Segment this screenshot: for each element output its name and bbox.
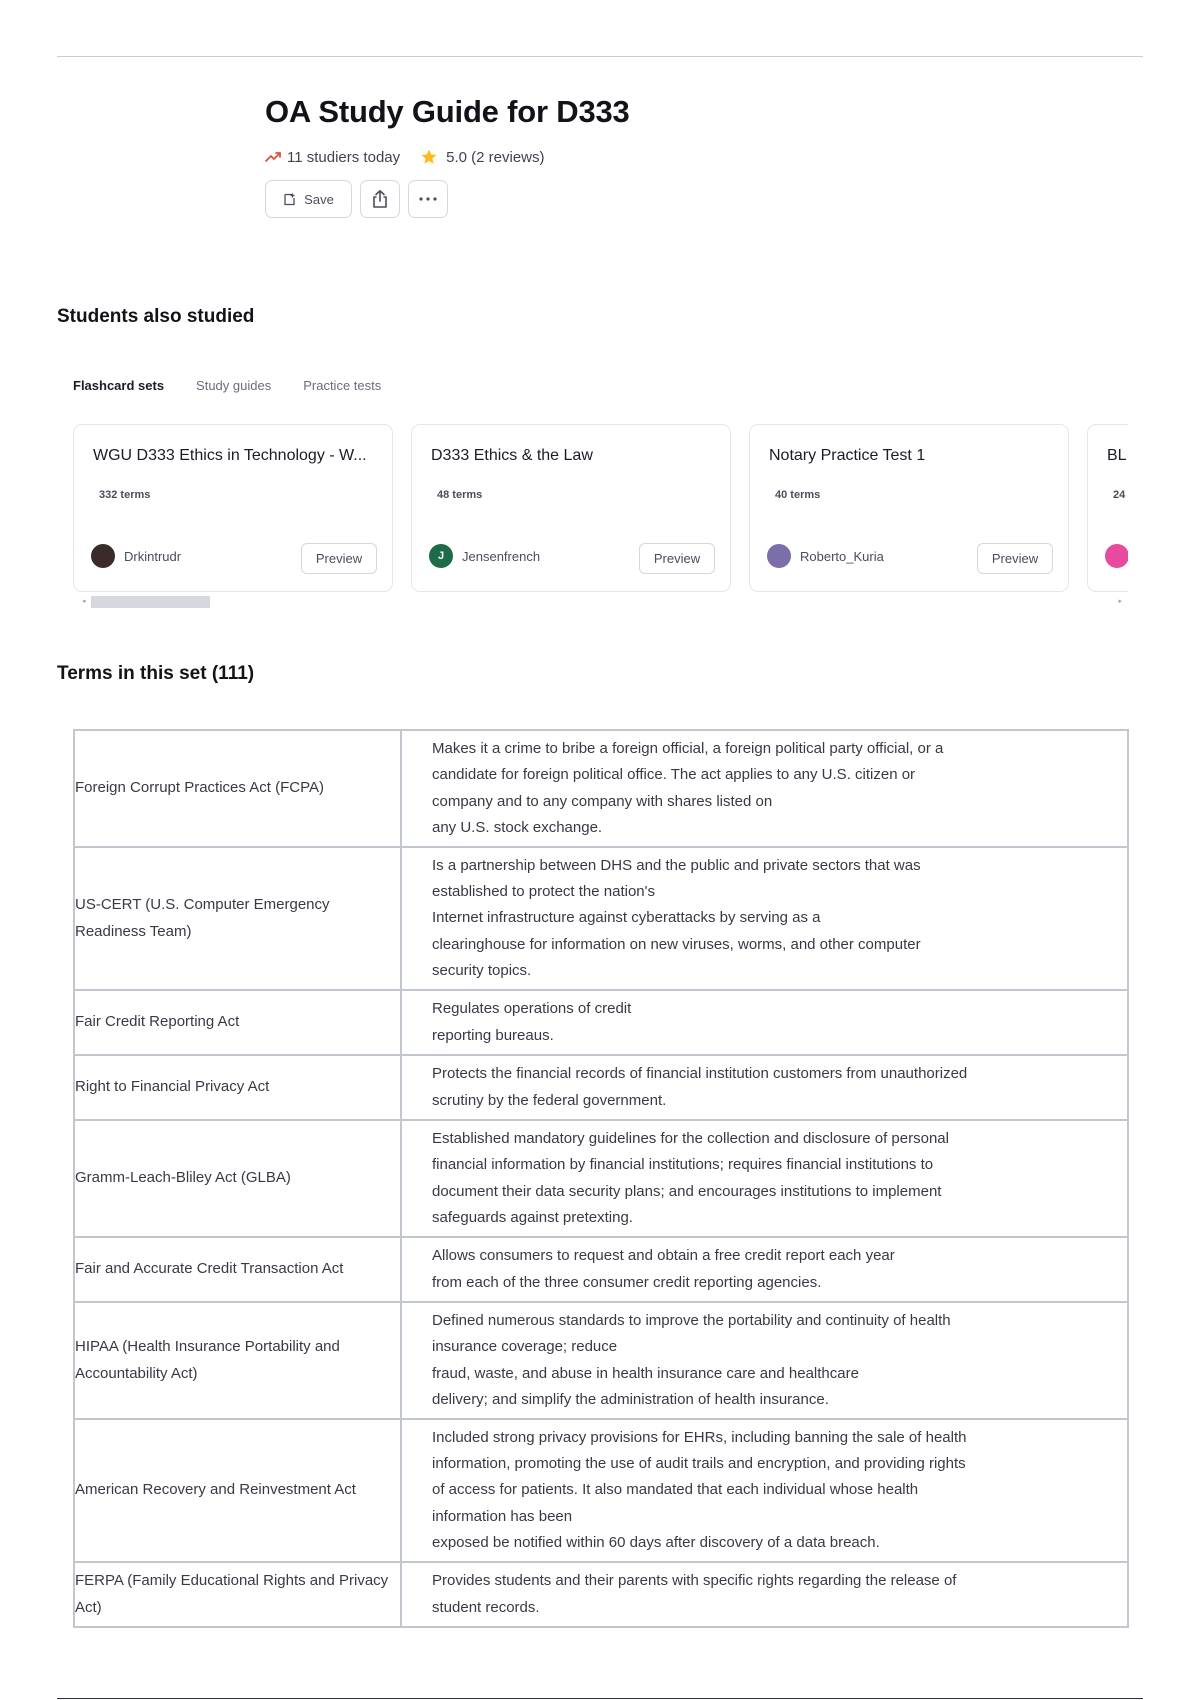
preview-button[interactable]: Preview — [977, 543, 1053, 574]
top-divider — [57, 56, 1143, 57]
term-row — [74, 847, 1128, 990]
definition-cell — [401, 1419, 1128, 1562]
definition-line: Protects the financial records of financial institution customers from unauthorized — [432, 1065, 968, 1083]
avatar: J — [429, 544, 453, 568]
definition-cell — [401, 1237, 1128, 1302]
more-horizontal-icon — [418, 196, 438, 202]
term-row — [74, 1562, 1128, 1627]
set-actions — [265, 180, 630, 218]
scroll-right-arrow-icon[interactable]: ▸ — [1118, 598, 1122, 605]
definition-line: exposed be notified within 60 days after discovery of a data breach. — [432, 1533, 880, 1551]
card-title[interactable]: WGU D333 Ethics in Technology - W... — [93, 447, 367, 464]
studiers-count: 11 studiers today — [287, 148, 401, 166]
term-cell: Right to Financial Privacy Act — [74, 1055, 401, 1120]
author-name: Jensenfrench — [462, 548, 541, 564]
star-icon — [420, 148, 438, 166]
carousel-scrollbar[interactable] — [82, 596, 1122, 608]
definition-line: information has been — [432, 1507, 573, 1525]
definition-cell — [401, 1562, 1128, 1627]
definition-line: from each of the three consumer credit reporting agencies. — [432, 1273, 822, 1291]
share-button[interactable] — [360, 180, 400, 218]
author-name: Drkintrudr — [124, 548, 182, 564]
definition-line: delivery; and simplify the administration of health insurance. — [432, 1390, 829, 1408]
save-icon — [283, 193, 296, 206]
definition-line: security topics. — [432, 961, 532, 979]
author-name: Roberto_Kuria — [800, 548, 884, 564]
avatar — [767, 544, 791, 568]
term-row — [74, 1302, 1128, 1419]
definition-cell — [401, 1055, 1128, 1120]
tab-flashcard-sets[interactable]: Flashcard sets — [73, 378, 165, 393]
avatar — [1105, 544, 1128, 568]
definition-line: fraud, waste, and abuse in health insurance care and healthcare — [432, 1364, 859, 1382]
term-row — [74, 1237, 1128, 1302]
also-studied-tabs — [73, 378, 381, 393]
card-author[interactable] — [767, 544, 884, 568]
terms-table — [73, 729, 1129, 1628]
card-title[interactable]: D333 Ethics & the Law — [431, 447, 593, 464]
flashcard-set-card[interactable] — [749, 424, 1069, 592]
card-term-count: 40 terms — [775, 489, 821, 501]
card-term-count: 24 — [1113, 489, 1126, 501]
definition-line: Included strong privacy provisions for EHRs, including banning the sale of health — [432, 1428, 967, 1446]
term-cell: Foreign Corrupt Practices Act (FCPA) — [74, 730, 401, 847]
card-author[interactable] — [1105, 544, 1128, 568]
rating-text[interactable]: 5.0 (2 reviews) — [446, 148, 545, 166]
definition-cell — [401, 990, 1128, 1055]
flashcard-set-card[interactable] — [411, 424, 731, 592]
flashcard-set-card[interactable] — [1087, 424, 1128, 592]
term-cell: Gramm-Leach-Bliley Act (GLBA) — [74, 1120, 401, 1237]
definition-line: financial information by financial institutions; requires financial institutions to — [432, 1156, 934, 1174]
definition-line: any U.S. stock exchange. — [432, 818, 603, 836]
avatar — [91, 544, 115, 568]
also-studied-heading: Students also studied — [57, 306, 255, 327]
card-author[interactable] — [91, 544, 181, 568]
also-studied-carousel — [73, 424, 1128, 596]
definition-line: clearinghouse for information on new viruses, worms, and other computer — [432, 935, 921, 953]
definition-line: of access for patients. It also mandated that each individual whose health — [432, 1481, 919, 1499]
term-row — [74, 1055, 1128, 1120]
term-row — [74, 730, 1128, 847]
definition-line: scrutiny by the federal government. — [432, 1091, 667, 1109]
card-title[interactable]: Notary Practice Test 1 — [769, 447, 926, 464]
save-label: Save — [304, 191, 334, 207]
definition-line: Defined numerous standards to improve the portability and continuity of health — [432, 1311, 951, 1329]
card-title[interactable]: BL — [1107, 447, 1127, 464]
term-cell: American Recovery and Reinvestment Act — [74, 1419, 401, 1562]
save-button[interactable] — [265, 180, 352, 218]
terms-table-body — [74, 730, 1128, 1627]
term-cell: HIPAA (Health Insurance Portability and Accountability Act) — [74, 1302, 401, 1419]
bottom-divider — [57, 1698, 1143, 1699]
definition-cell — [401, 730, 1128, 847]
term-cell: Fair Credit Reporting Act — [74, 990, 401, 1055]
definition-cell — [401, 1302, 1128, 1419]
definition-cell — [401, 1120, 1128, 1237]
term-row — [74, 990, 1128, 1055]
flashcard-set-card[interactable] — [73, 424, 393, 592]
term-cell: Fair and Accurate Credit Transaction Act — [74, 1237, 401, 1302]
card-term-count: 48 terms — [437, 489, 483, 501]
definition-line: student records. — [432, 1598, 540, 1616]
card-author[interactable] — [429, 544, 540, 568]
definition-line: reporting bureaus. — [432, 1026, 554, 1044]
definition-line: company and to any company with shares listed on — [432, 792, 773, 810]
preview-button[interactable]: Preview — [301, 543, 377, 574]
definition-line: document their data security plans; and encourages institutions to implement — [432, 1182, 942, 1200]
set-meta — [265, 148, 630, 166]
trending-up-icon — [265, 151, 281, 163]
share-icon — [370, 189, 390, 209]
definition-line: Provides students and their parents with specific rights regarding the release of — [432, 1572, 957, 1590]
definition-line: candidate for foreign political office. The act applies to any U.S. citizen or — [432, 766, 916, 784]
terms-heading: Terms in this set (111) — [57, 663, 255, 684]
preview-button[interactable]: Preview — [639, 543, 715, 574]
term-row — [74, 1419, 1128, 1562]
term-row — [74, 1120, 1128, 1237]
scrollbar-thumb[interactable] — [91, 596, 210, 608]
definition-line: information, promoting the use of audit trails and encryption, and providing rights — [432, 1455, 966, 1473]
definition-cell — [401, 847, 1128, 990]
tab-practice-tests[interactable]: Practice tests — [303, 378, 382, 393]
set-header — [265, 94, 630, 218]
definition-line: Established mandatory guidelines for the collection and disclosure of personal — [432, 1129, 949, 1147]
definition-line: Regulates operations of credit — [432, 1000, 632, 1018]
definition-line: insurance coverage; reduce — [432, 1338, 618, 1356]
definition-line: Allows consumers to request and obtain a free credit report each year — [432, 1247, 895, 1265]
tab-study-guides[interactable]: Study guides — [196, 378, 272, 393]
definition-line: safeguards against pretexting. — [432, 1208, 633, 1226]
definition-line: Makes it a crime to bribe a foreign official, a foreign political party official, or a — [432, 739, 944, 757]
scroll-left-arrow-icon[interactable]: ◂ — [82, 598, 86, 605]
definition-line: Internet infrastructure against cyberattacks by serving as a — [432, 909, 821, 927]
definition-line: established to protect the nation's — [432, 883, 656, 901]
page-title: OA Study Guide for D333 — [265, 94, 630, 129]
card-term-count: 332 terms — [99, 489, 151, 501]
definition-line: Is a partnership between DHS and the public and private sectors that was — [432, 856, 921, 874]
more-options-button[interactable] — [408, 180, 448, 218]
term-cell: FERPA (Family Educational Rights and Privacy Act) — [74, 1562, 401, 1627]
term-cell: US-CERT (U.S. Computer Emergency Readiness Team) — [74, 847, 401, 990]
